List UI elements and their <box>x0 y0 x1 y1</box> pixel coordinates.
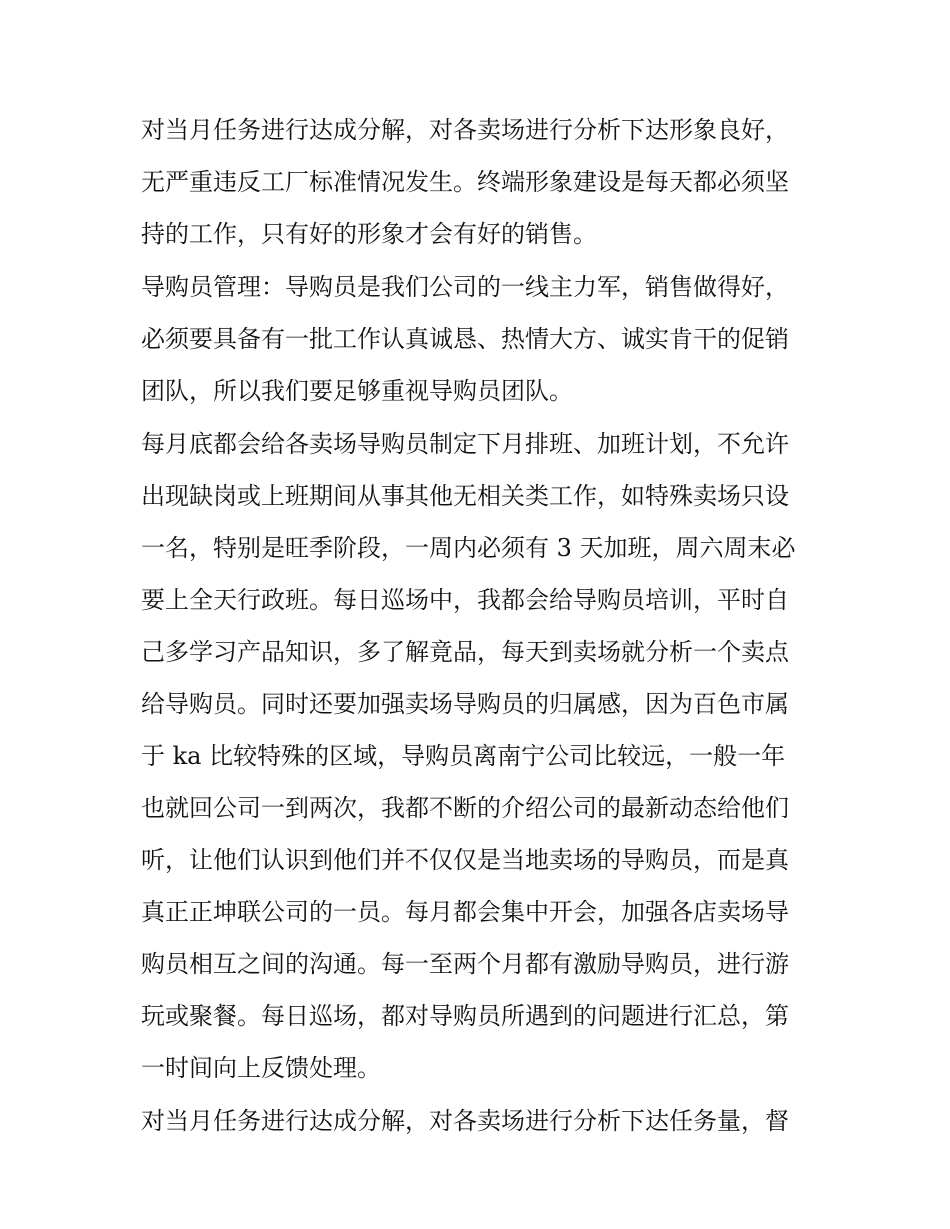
text-line: 对当月任务进行达成分解，对各卖场进行分析下达任务量，督 <box>141 1107 789 1135</box>
text-line: 听，让他们认识到他们并不仅仅是当地卖场的导购员，而是真 <box>141 846 789 874</box>
text-line: 一名，特别是旺季阶段，一周内必须有 3 天加班，周六周末必 <box>141 534 796 562</box>
text-line: 出现缺岗或上班期间从事其他无相关类工作，如特殊卖场只设 <box>141 482 789 510</box>
text-line: 己多学习产品知识，多了解竟品，每天到卖场就分析一个卖点 <box>141 638 789 666</box>
text-line: 每月底都会给各卖场导购员制定下月排班、加班计划，不允许 <box>141 430 789 458</box>
text-line: 也就回公司一到两次，我都不断的介绍公司的最新动态给他们 <box>141 794 789 822</box>
text-line: 给导购员。同时还要加强卖场导购员的归属感，因为百色市属 <box>141 690 789 718</box>
text-line: 要上全天行政班。每日巡场中，我都会给导购员培训，平时自 <box>141 586 789 614</box>
text-line: 对当月任务进行达成分解，对各卖场进行分析下达形象良好， <box>141 116 789 144</box>
paragraph-task-breakdown <box>141 1095 813 1147</box>
text-line: 真正正坤联公司的一员。每月都会集中开会，加强各店卖场导 <box>141 898 789 926</box>
text-line: 玩或聚餐。每日巡场，都对导购员所遇到的问题进行汇总，第 <box>141 1002 789 1030</box>
document-body <box>141 104 813 1148</box>
text-line: 无严重违反工厂标准情况发生。终端形象建设是每天都必须坚 <box>141 168 789 196</box>
text-line: 导购员管理：导购员是我们公司的一线主力军，销售做得好， <box>141 273 789 301</box>
text-line: 购员相互之间的沟通。每一至两个月都有激励导购员，进行游 <box>141 950 789 978</box>
text-line: 必须要具备有一批工作认真诚恳、热情大方、诚实肯干的促销 <box>141 325 789 353</box>
paragraph-image-standards <box>141 104 813 260</box>
text-line: 一时间向上反馈处理。 <box>141 1054 381 1082</box>
paragraph-scheduling-training <box>141 418 813 1094</box>
paragraph-staff-management <box>141 261 813 417</box>
text-line: 团队，所以我们要足够重视导购员团队。 <box>141 377 573 405</box>
text-line: 持的工作，只有好的形象才会有好的销售。 <box>141 220 597 248</box>
text-line: 于 ka 比较特殊的区域，导购员离南宁公司比较远，一般一年 <box>141 742 786 770</box>
